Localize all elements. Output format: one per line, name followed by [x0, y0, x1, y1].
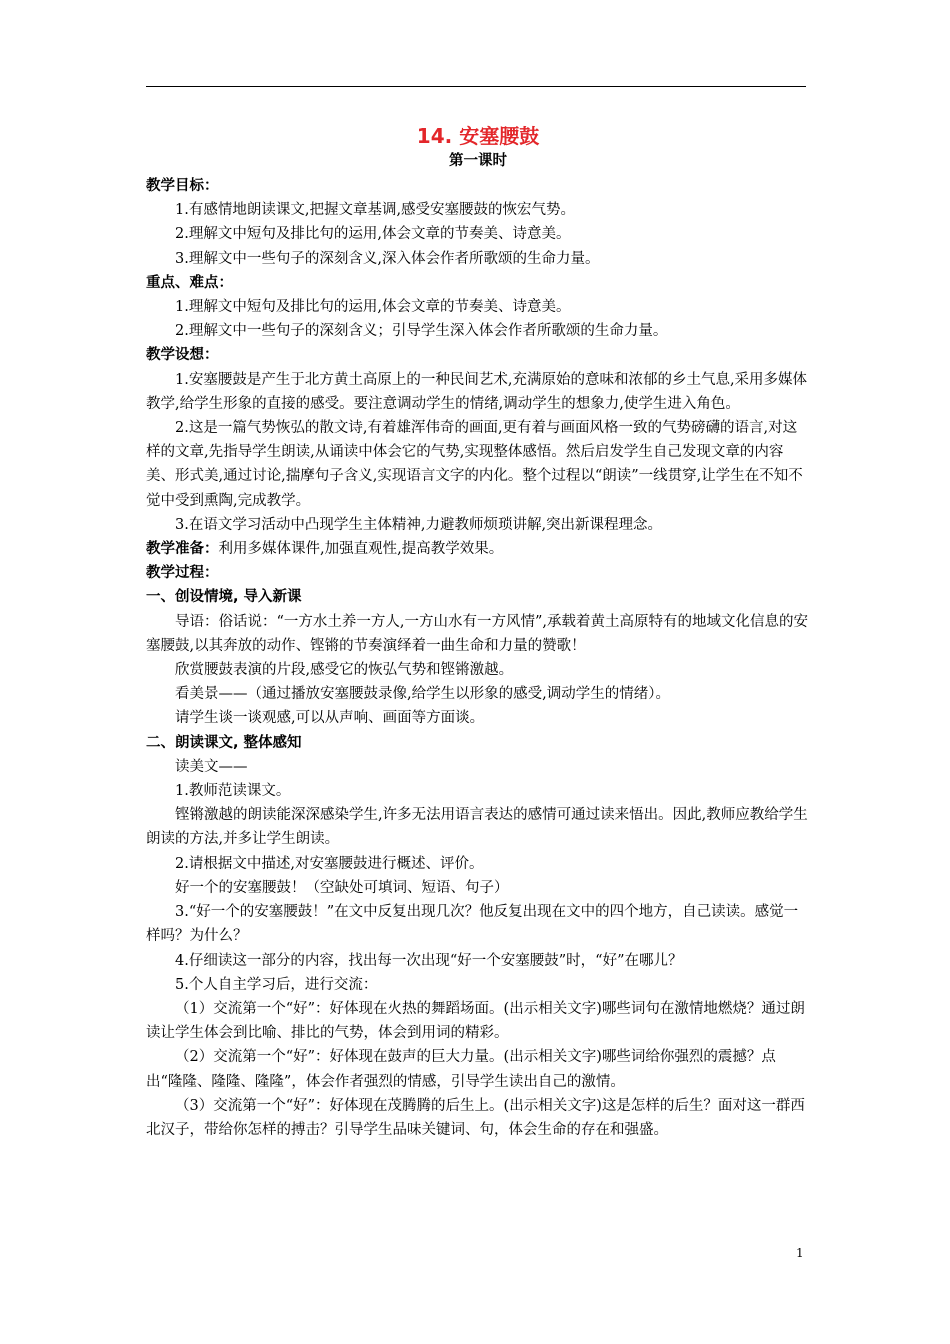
key-point-item: 2.理解文中一些句子的深刻含义；引导学生深入体会作者所歌颂的生命力量。 — [175, 323, 668, 340]
objectives-heading: 教学目标： — [146, 178, 219, 194]
section-2-paragraph: 读美文—— — [175, 758, 248, 775]
section-2-paragraph: 1.教师范读课文。 — [175, 783, 291, 800]
document-title: 14. 安塞腰鼓 — [416, 124, 540, 148]
document-subtitle: 第一课时 — [449, 153, 507, 169]
section-1-paragraph: 导语：俗话说：“一方水土养一方人,一方山水有一方风情”,承载着黄土高原特有的地域文化信息的安塞腰鼓,以其奔放的动作、铿锵的节奏演绎着一曲生命和力量的赞歌！ — [146, 613, 809, 654]
header-rule — [146, 86, 806, 87]
preparation-text: 利用多媒体课件,加强直观性,提高教学效果。 — [218, 541, 504, 558]
section-2-paragraph: 2.请根据文中描述,对安塞腰鼓进行概述、评价。 — [175, 855, 484, 872]
preparation-line — [146, 537, 810, 561]
page-number: 1 — [796, 1246, 804, 1260]
section-2-heading: 二、朗读课文, 整体感知 — [146, 734, 302, 751]
section-2-paragraph: 铿锵激越的朗读能深深感染学生,许多无法用语言表达的感情可通过读来悟出。因此,教师应教给学生朗读的方法,并多让学生朗读。 — [146, 807, 808, 848]
section-1-heading: 一、创设情境, 导入新课 — [146, 589, 302, 606]
section-2-paragraph: （3）交流第一个“好”：好体现在茂腾腾的后生上。(出示相关文字)这是怎样的后生？面对这一群西北汉子，带给你怎样的搏击？引导学生品味关键词、句，体会生命的存在和强盛。 — [146, 1097, 805, 1138]
key-point-item: 1.理解文中短句及排比句的运用,体会文章的节奏美、诗意美。 — [175, 299, 571, 316]
key-points-heading: 重点、难点： — [146, 274, 233, 291]
design-heading: 教学设想： — [146, 347, 219, 364]
page-content — [146, 120, 810, 1142]
section-2-paragraph: 好一个的安塞腰鼓！（空缺处可填词、短语、句子） — [175, 879, 509, 896]
section-1-paragraph: 请学生谈一谈观感,可以从声响、画面等方面谈。 — [175, 710, 485, 727]
section-2-paragraph: 4.仔细读这一部分的内容，找出每一次出现“好一个安塞腰鼓”时，“好”在哪儿？ — [175, 952, 683, 969]
preparation-heading: 教学准备： — [146, 541, 219, 558]
design-item: 3.在语文学习活动中凸现学生主体精神,力避教师烦琐讲解,突出新课程理念。 — [175, 516, 663, 533]
design-item: 1.安塞腰鼓是产生于北方黄土高原上的一种民间艺术,充满原始的意味和浓郁的乡土气息,采用多媒体教学,给学生形象的直接的感受。要注意调动学生的情绪,调动学生的想象力,使学生进入角色。 — [146, 371, 808, 412]
section-2-paragraph: 5.个人自主学习后，进行交流： — [175, 976, 378, 993]
section-2-paragraph: （2）交流第一个“好”：好体现在鼓声的巨大力量。(出示相关文字)哪些词给你强烈的震撼？点出“隆隆、隆隆、隆隆”，体会作者强烈的情感，引导学生读出自己的激情。 — [146, 1049, 776, 1090]
objective-item: 3.理解文中一些句子的深刻含义,深入体会作者所歌颂的生命力量。 — [175, 250, 600, 267]
objective-item: 1.有感情地朗读课文,把握文章基调,感受安塞腰鼓的恢宏气势。 — [175, 202, 576, 219]
design-item: 2.这是一篇气势恢弘的散文诗,有着雄浑伟奇的画面,更有着与画面风格一致的气势磅礴的语言,对这样的文章,先指导学生朗读,从诵读中体会它的气势,实现整体感悟。然后启发学生自己发现文章的内容美、形式美,通过讨论,揣摩句子含义,实现语言文字的内化。整个过程以“朗读”一线贯穿,让学生在不知不觉中受到熏陶,完成教学。 — [146, 420, 803, 509]
objective-item: 2.理解文中短句及排比句的运用,体会文章的节奏美、诗意美。 — [175, 226, 571, 243]
section-1-paragraph: 看美景——（通过播放安塞腰鼓录像,给学生以形象的感受,调动学生的情绪）。 — [175, 686, 670, 703]
process-heading: 教学过程： — [146, 565, 219, 582]
section-2-paragraph: （1）交流第一个“好”：好体现在火热的舞蹈场面。(出示相关文字)哪些词句在激情地燃烧？通过朗读让学生体会到比喻、排比的气势，体会到用词的精彩。 — [146, 1000, 805, 1042]
section-2-paragraph: 3.“好一个的安塞腰鼓！”在文中反复出现几次？他反复出现在文中的四个地方，自己读读。感觉一样吗？为什么？ — [146, 904, 799, 945]
section-1-paragraph: 欣赏腰鼓表演的片段,感受它的恢弘气势和铿锵激越。 — [175, 662, 514, 679]
